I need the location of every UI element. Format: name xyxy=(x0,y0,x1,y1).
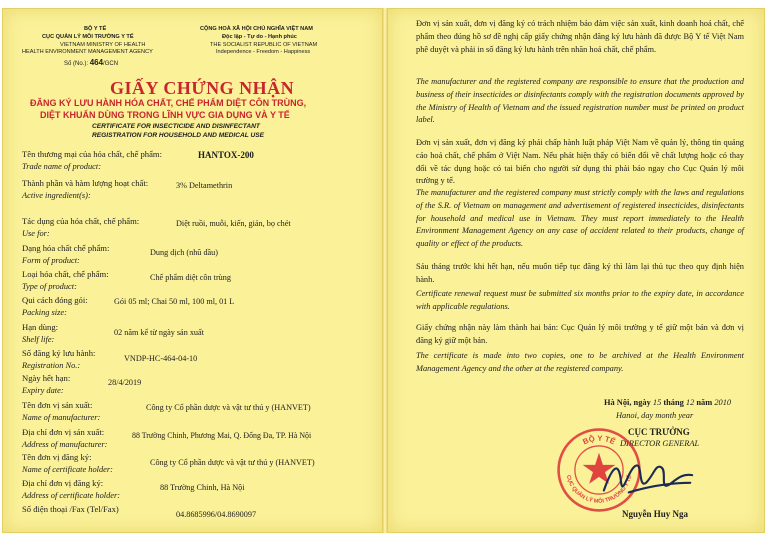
field-label-en: Shelf life: xyxy=(22,335,55,344)
field-label-vi: Số đăng ký lưu hành: xyxy=(22,348,96,358)
field-value-registration-no: VNDP-HC-464-04-10 xyxy=(124,354,198,363)
field-label-en: Trade name of product: xyxy=(22,162,102,171)
paragraph-renewal-en: Certificate renewal request must be submitted six months prior to the expiry date, in accordance with applicable regulations. xyxy=(416,289,744,311)
month-label: tháng xyxy=(663,398,684,407)
title-en-line-1: CERTIFICATE FOR INSECTICIDE AND DISINFECTANT xyxy=(92,123,260,130)
paragraph-compliance-vi: Đơn vị sản xuất, đơn vị đăng ký phải chấp hành luật pháp Việt Nam về quản lý, thông tin quảng cáo hoá chất, chế phẩm ở Việt Nam. Nếu phát hiện thấy có biến đổi về chất lượng hoặc có thay đổi về tác dụng hoặc có tai biến cho người sử dụng thì phải báo ngay cho Cục Quản lý môi trường y tế. xyxy=(416,138,744,186)
field-label-en: Form of product: xyxy=(22,256,80,265)
field-label-vi: Ngày hết hạn: xyxy=(22,373,71,383)
field-label-en: Active ingredient(s): xyxy=(22,191,91,200)
field-label-en: Name of certificate holder: xyxy=(22,465,113,474)
paragraph-copies-en: The certificate is made into two copies, one to be archived at the Health Environment Management Agency and the other at the registered company. xyxy=(416,351,744,373)
number-suffix: /GCN xyxy=(103,61,119,67)
ministry-name-vi: BỘ Y TẾ xyxy=(84,26,107,32)
field-value-holder: Công ty Cổ phần dược và vật tư thú y (HANVET) xyxy=(150,458,315,467)
field-label-vi: Tác dụng của hóa chất, chế phẩm: xyxy=(22,216,140,226)
title-en-line-2: REGISTRATION FOR HOUSEHOLD AND MEDICAL USE xyxy=(92,132,265,139)
issue-date-en: Hanoi, day month year xyxy=(616,411,694,420)
field-value-active-ingredient: 3% Deltamethrin xyxy=(176,181,233,190)
agency-name-en: HEALTH ENVIRONMENT MANAGEMENT AGENCY xyxy=(22,49,153,55)
field-value-manufacturer: Công ty Cổ phần dược và vật tư thú y (HANVET) xyxy=(146,403,311,412)
field-label-vi: Hạn dùng: xyxy=(22,322,59,332)
field-value-manufacturer-address: 88 Trường Chinh, Phương Mai, Q. Đống Đa, TP. Hà Nội xyxy=(132,431,312,440)
handwritten-signature xyxy=(600,454,696,502)
field-value-form: Dung dịch (nhũ dầu) xyxy=(150,248,218,257)
ministry-name-en: VIETNAM MINISTRY OF HEALTH xyxy=(60,42,146,48)
motto-en: Independence - Freedom - Happiness xyxy=(216,49,311,55)
field-value-trade-name: HANTOX-200 xyxy=(198,150,254,160)
field-value-type: Chế phẩm diệt côn trùng xyxy=(150,273,231,282)
field-value-holder-address: 88 Trường Chinh, Hà Nội xyxy=(160,483,245,492)
motto-vi: Độc lập - Tự do - Hạnh phúc xyxy=(222,34,297,40)
field-label-en: Address of manufacturer: xyxy=(22,440,108,449)
field-label-en: Registration No.: xyxy=(22,361,81,370)
country-name-en: THE SOCIALIST REPUBLIC OF VIETNAM xyxy=(210,42,318,48)
field-label-vi: Loại hóa chất, chế phẩm: xyxy=(22,269,109,279)
title-line-1: ĐĂNG KÝ LƯU HÀNH HÓA CHẤT, CHẾ PHẨM DIỆT CÔN TRÙNG, xyxy=(30,98,307,108)
paragraph-renewal-vi: Sáu tháng trước khi hết hạn, nếu muốn tiếp tục đăng ký thì làm lại thủ tục theo quy định hiện hành. xyxy=(416,262,744,284)
field-label-vi: Thành phần và hàm lượng hoạt chất: xyxy=(22,178,149,188)
field-label-vi: Địa chỉ đơn vị đăng ký: xyxy=(22,478,104,488)
issue-date xyxy=(604,398,731,408)
paragraph-compliance-en: The manufacturer and the registered company must strictly comply with the laws and regulations of the S.R. of Vietnam on management and advertisement of registered insecticides, disinfectants for household and medical use in Vietnam. They must report immediately to the Health Environment Management Agency on any case of accident related to their products, change of quality or effect of the products. xyxy=(416,188,744,249)
field-label-vi: Tên đơn vị đăng ký: xyxy=(22,452,92,462)
signer-title-vi: CỤC TRƯỞNG xyxy=(628,427,690,437)
signer-title-en: DIRECTOR GENERAL xyxy=(620,439,700,448)
field-value-expiry-date: 28/4/2019 xyxy=(108,378,142,387)
field-label-en: Address of certificate holder: xyxy=(22,491,121,500)
field-label-vi: Tên thương mại của hóa chất, chế phẩm: xyxy=(22,149,162,159)
stamp-ring-bottom: CỤC QUẢN LÝ MÔI TRƯỜNG Y TẾ xyxy=(564,474,634,505)
title-line-2: DIỆT KHUẨN DÙNG TRONG LĨNH VỰC GIA DỤNG VÀ Y TẾ xyxy=(40,110,290,120)
stamp-ring-top: BỘ Y TẾ xyxy=(581,433,617,447)
field-label-en: Name of manufacturer: xyxy=(22,413,101,422)
field-label-vi: Qui cách đóng gói: xyxy=(22,295,88,305)
field-label-en: Expiry date: xyxy=(22,386,64,395)
paragraph-responsibility-en: The manufacturer and the registered company are responsible to ensure that the production and business of their insecticides or disinfectants comply with the registration documents approved by the Ministry of Health of Vietnam and the issued registration number must be printed on product label. xyxy=(416,77,744,125)
year-label: năm xyxy=(696,398,713,407)
field-label-en: Type of product: xyxy=(22,282,77,291)
field-label-en: Packing size: xyxy=(22,308,67,317)
signature-stroke xyxy=(604,465,692,492)
field-value-tel-fax: 04.8685996/04.8690097 xyxy=(176,510,257,519)
paragraph-copies-vi: Giấy chứng nhận này làm thành hai bản: Cục Quản lý môi trường y tế giữ một bản và đơn vị đăng ký giữ một bản. xyxy=(416,323,744,345)
field-label-vi: Dạng hóa chất chế phẩm: xyxy=(22,243,110,253)
field-label-en: Use for: xyxy=(22,229,50,238)
issue-month: 12 xyxy=(685,398,695,407)
paragraph-responsibility-vi: Đơn vị sản xuất, đơn vị đăng ký có trách nhiệm bảo đảm việc sản xuất, kinh doanh hoá chất, chế phẩm theo đúng hồ sơ đề nghị cấp giấy chứng nhận đăng ký lưu hành đã được Bộ Y tế Việt Nam phê duyệt và phải in số đăng ký lưu hành trên nhãn hoá chất, chế phẩm. xyxy=(416,19,744,54)
field-value-use-for: Diệt ruồi, muỗi, kiến, gián, bọ chét xyxy=(176,219,291,228)
issue-day: 15 xyxy=(652,398,662,407)
field-label-vi: Tên đơn vị sản xuất: xyxy=(22,400,93,410)
issue-year: 2010 xyxy=(714,398,732,407)
agency-name-vi: CỤC QUẢN LÝ MÔI TRƯỜNG Y TẾ xyxy=(42,34,134,40)
certificate-number xyxy=(64,58,118,68)
number-value: 464 xyxy=(89,58,104,67)
number-label: Số (No.): xyxy=(64,61,89,67)
issue-place-label: Hà Nội, ngày xyxy=(604,398,651,407)
field-value-shelf-life: 02 năm kể từ ngày sản xuất xyxy=(114,328,204,337)
certificate-title: GIẤY CHỨNG NHẬN xyxy=(110,78,295,98)
field-label-vi: Số điện thoại /Fax (Tel/Fax) xyxy=(22,504,119,514)
country-name-vi: CỘNG HOÀ XÃ HỘI CHỦ NGHĨA VIỆT NAM xyxy=(200,26,313,32)
field-label-vi: Địa chỉ đơn vị sản xuất: xyxy=(22,427,105,437)
field-value-packing: Gói 05 ml; Chai 50 ml, 100 ml, 01 L xyxy=(114,297,235,306)
signer-name: Nguyễn Huy Nga xyxy=(622,509,689,519)
